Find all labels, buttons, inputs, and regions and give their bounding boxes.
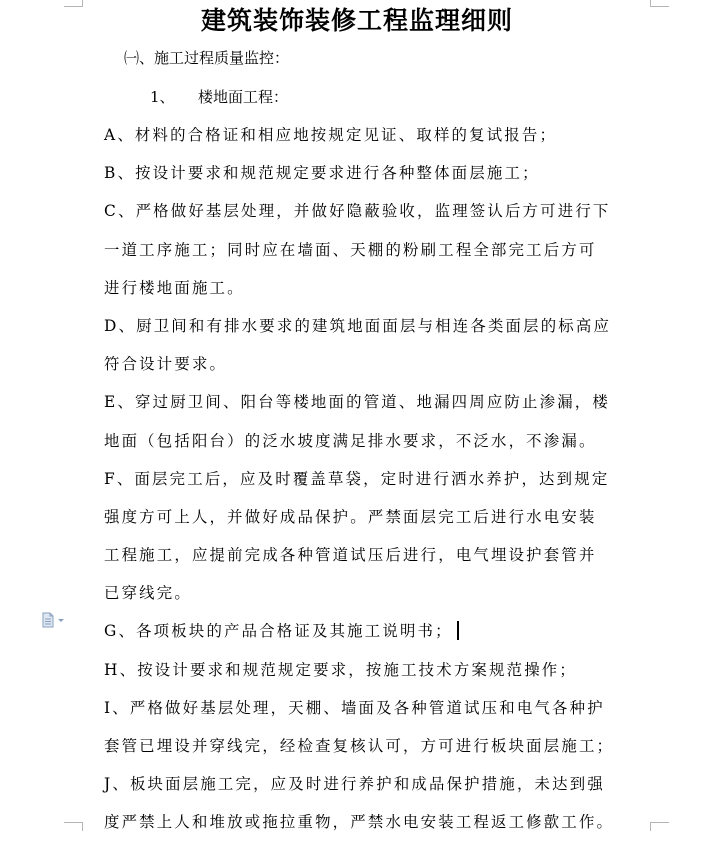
body-line: D、厨卫间和有排水要求的建筑地面面层与相连各类面层的标高应 [104,316,612,335]
body-line: 已穿线完。 [104,584,192,603]
body-line: 一道工序施工；同时应在墙面、天棚的粉刷工程全部完工后方可 [104,240,597,259]
body-line: 进行楼地面施工。 [104,278,245,297]
body-line: 套管已埋设并穿线完，经检查复核认可，方可进行板块面层施工； [104,737,615,755]
subsection-label: 楼地面工程： [198,88,289,106]
body-line: 度严禁上人和堆放或拖拉重物，严禁水电安装工程返工修歖工作。 [104,813,615,832]
body-line: H、按设计要求和规范规定要求，按施工技术方案规范操作； [104,660,577,679]
body-line: 符合设计要求。 [104,355,228,374]
body-line: E、穿过厨卫间、阳台等楼地面的管道、地漏四周应防止渗漏，楼 [104,393,610,412]
text-cursor [457,621,459,640]
section-heading: ㈠、施工过程质量监控： [124,49,290,67]
body-line: F、面层完工后，应及时覆盖草袋，定时进行洒水养护，达到规定 [104,469,610,488]
body-line: C、严格做好基层处理，并做好隐蔽验收，监理签认后方可进行下 [104,202,611,221]
document-options-icon[interactable] [42,612,66,628]
document-title: 建筑装饰装修工程监理细则 [200,6,513,35]
body-line: 工程施工，应提前完成各种管道试压后进行，电气埋设护套管并 [104,546,597,565]
body-line-with-cursor [104,612,664,650]
document-body[interactable] [104,116,664,842]
subsection-number: 1、 [150,88,175,106]
body-line: I、严格做好基层处理，天棚、墙面及各种管道试压和电气各种护 [104,698,605,717]
body-line: A、材料的合格证和相应地按规定见证、取样的复试报告； [104,126,558,144]
body-line: 地面（包括阳台）的泛水坡度满足排水要求，不泛水，不渗漏。 [104,431,597,450]
body-line: 强度方可上人，并做好成品保护。严禁面层完工后进行水电安装 [104,507,597,526]
body-line-text: G、各项板块的产品合格证及其施工说明书； [104,622,453,641]
body-line: B、按设计要求和规范规定要求进行各种整体面层施工； [104,164,540,183]
body-line: J、板块面层施工完，应及时进行养护和成品保护措施，未达到强 [104,775,605,794]
